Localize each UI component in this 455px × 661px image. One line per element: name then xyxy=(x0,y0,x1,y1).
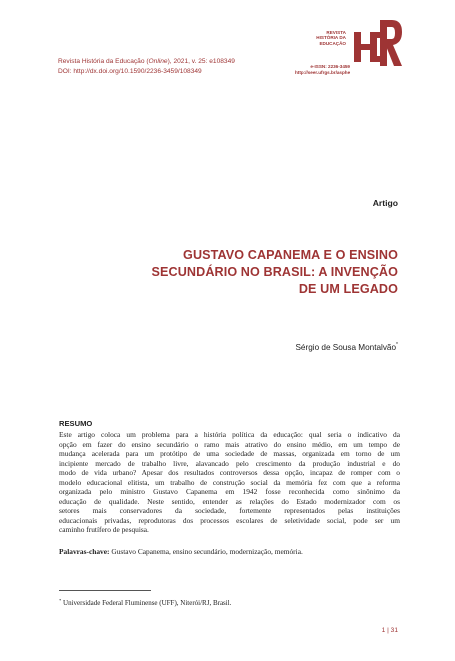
keywords-list: Gustavo Capanema, ensino secundário, modernização, memória. xyxy=(109,547,303,556)
footnote-divider xyxy=(59,590,151,591)
abstract-line: modelo educacional elitista, um trabalho de construção social da memória fez com que a reforma xyxy=(59,477,400,487)
article-title xyxy=(138,247,398,297)
journal-logo xyxy=(295,18,403,80)
title-line: SECUNDÁRIO NO BRASIL: A INVENÇÃO xyxy=(151,264,398,279)
page-number: 1 | 31 xyxy=(381,627,398,634)
section-label: Artigo xyxy=(372,198,398,208)
keywords-label: Palavras-chave: xyxy=(59,547,110,556)
abstract-line: modo de vida urbano? Apesar dos resultados controversos dessa opção, incapaz de romper com o xyxy=(59,468,400,478)
abstract-line: educação de qualidade. Neste sentido, entender as relações do Estado modernizador com os xyxy=(59,496,400,506)
abstract-line: setores mais conservadores da sociedade, fortemente representados pelas instituições xyxy=(59,506,400,516)
logo-url[interactable]: http://seer.ufrgs.br/asphe xyxy=(295,70,351,75)
author-footnote-mark[interactable]: * xyxy=(396,342,398,348)
citation-line: Revista História da Educação (Online), 2021, v. 25: e108349 xyxy=(58,58,235,65)
doi-link[interactable]: DOI: http://dx.doi.org/10.1590/2236-3459/108349 xyxy=(58,67,202,75)
abstract-body xyxy=(59,430,400,535)
abstract-line: mudança acelerada para um protótipo de uma sociedade de massas, organizada em torno de um xyxy=(59,449,400,459)
logo-journal-name: REVISTA HISTÓRIA DA EDUCAÇÃO xyxy=(316,30,346,46)
author-footnote: * Universidade Federal Fluminense (UFF), Niterói/RJ, Brasil. xyxy=(59,598,232,607)
journal-citation xyxy=(58,57,318,76)
author-name: Sérgio de Sousa Montalvão* xyxy=(295,342,398,352)
abstract-line: organizada pelo ministro Gustavo Capanema em 1942 fosse reconhecida como sinônimo da xyxy=(59,487,400,497)
abstract-heading: RESUMO xyxy=(59,419,93,428)
abstract-line: caminho frutífero de pesquisa. xyxy=(59,525,149,535)
abstract-line: opção em fazer do ensino secundário o ramo mais atrativo do ensino médio, em um tempo de xyxy=(59,439,400,449)
abstract-line: incipiente mercado de trabalho livre, alavancado pelo crescimento da produção industrial e do xyxy=(59,458,400,468)
title-line: DE UM LEGADO xyxy=(298,281,398,296)
title-line: GUSTAVO CAPANEMA E O ENSINO xyxy=(183,248,398,262)
keywords xyxy=(59,547,400,557)
logo-issn: e-ISSN: 2236-3459 xyxy=(310,64,350,69)
abstract-line: Este artigo coloca um problema para a história política da educação: qual seria o indicativo da xyxy=(59,430,400,439)
abstract-line: educacionais privadas, reprodutoras dos processos escolares de seletividade social, pode ser um xyxy=(59,515,400,525)
